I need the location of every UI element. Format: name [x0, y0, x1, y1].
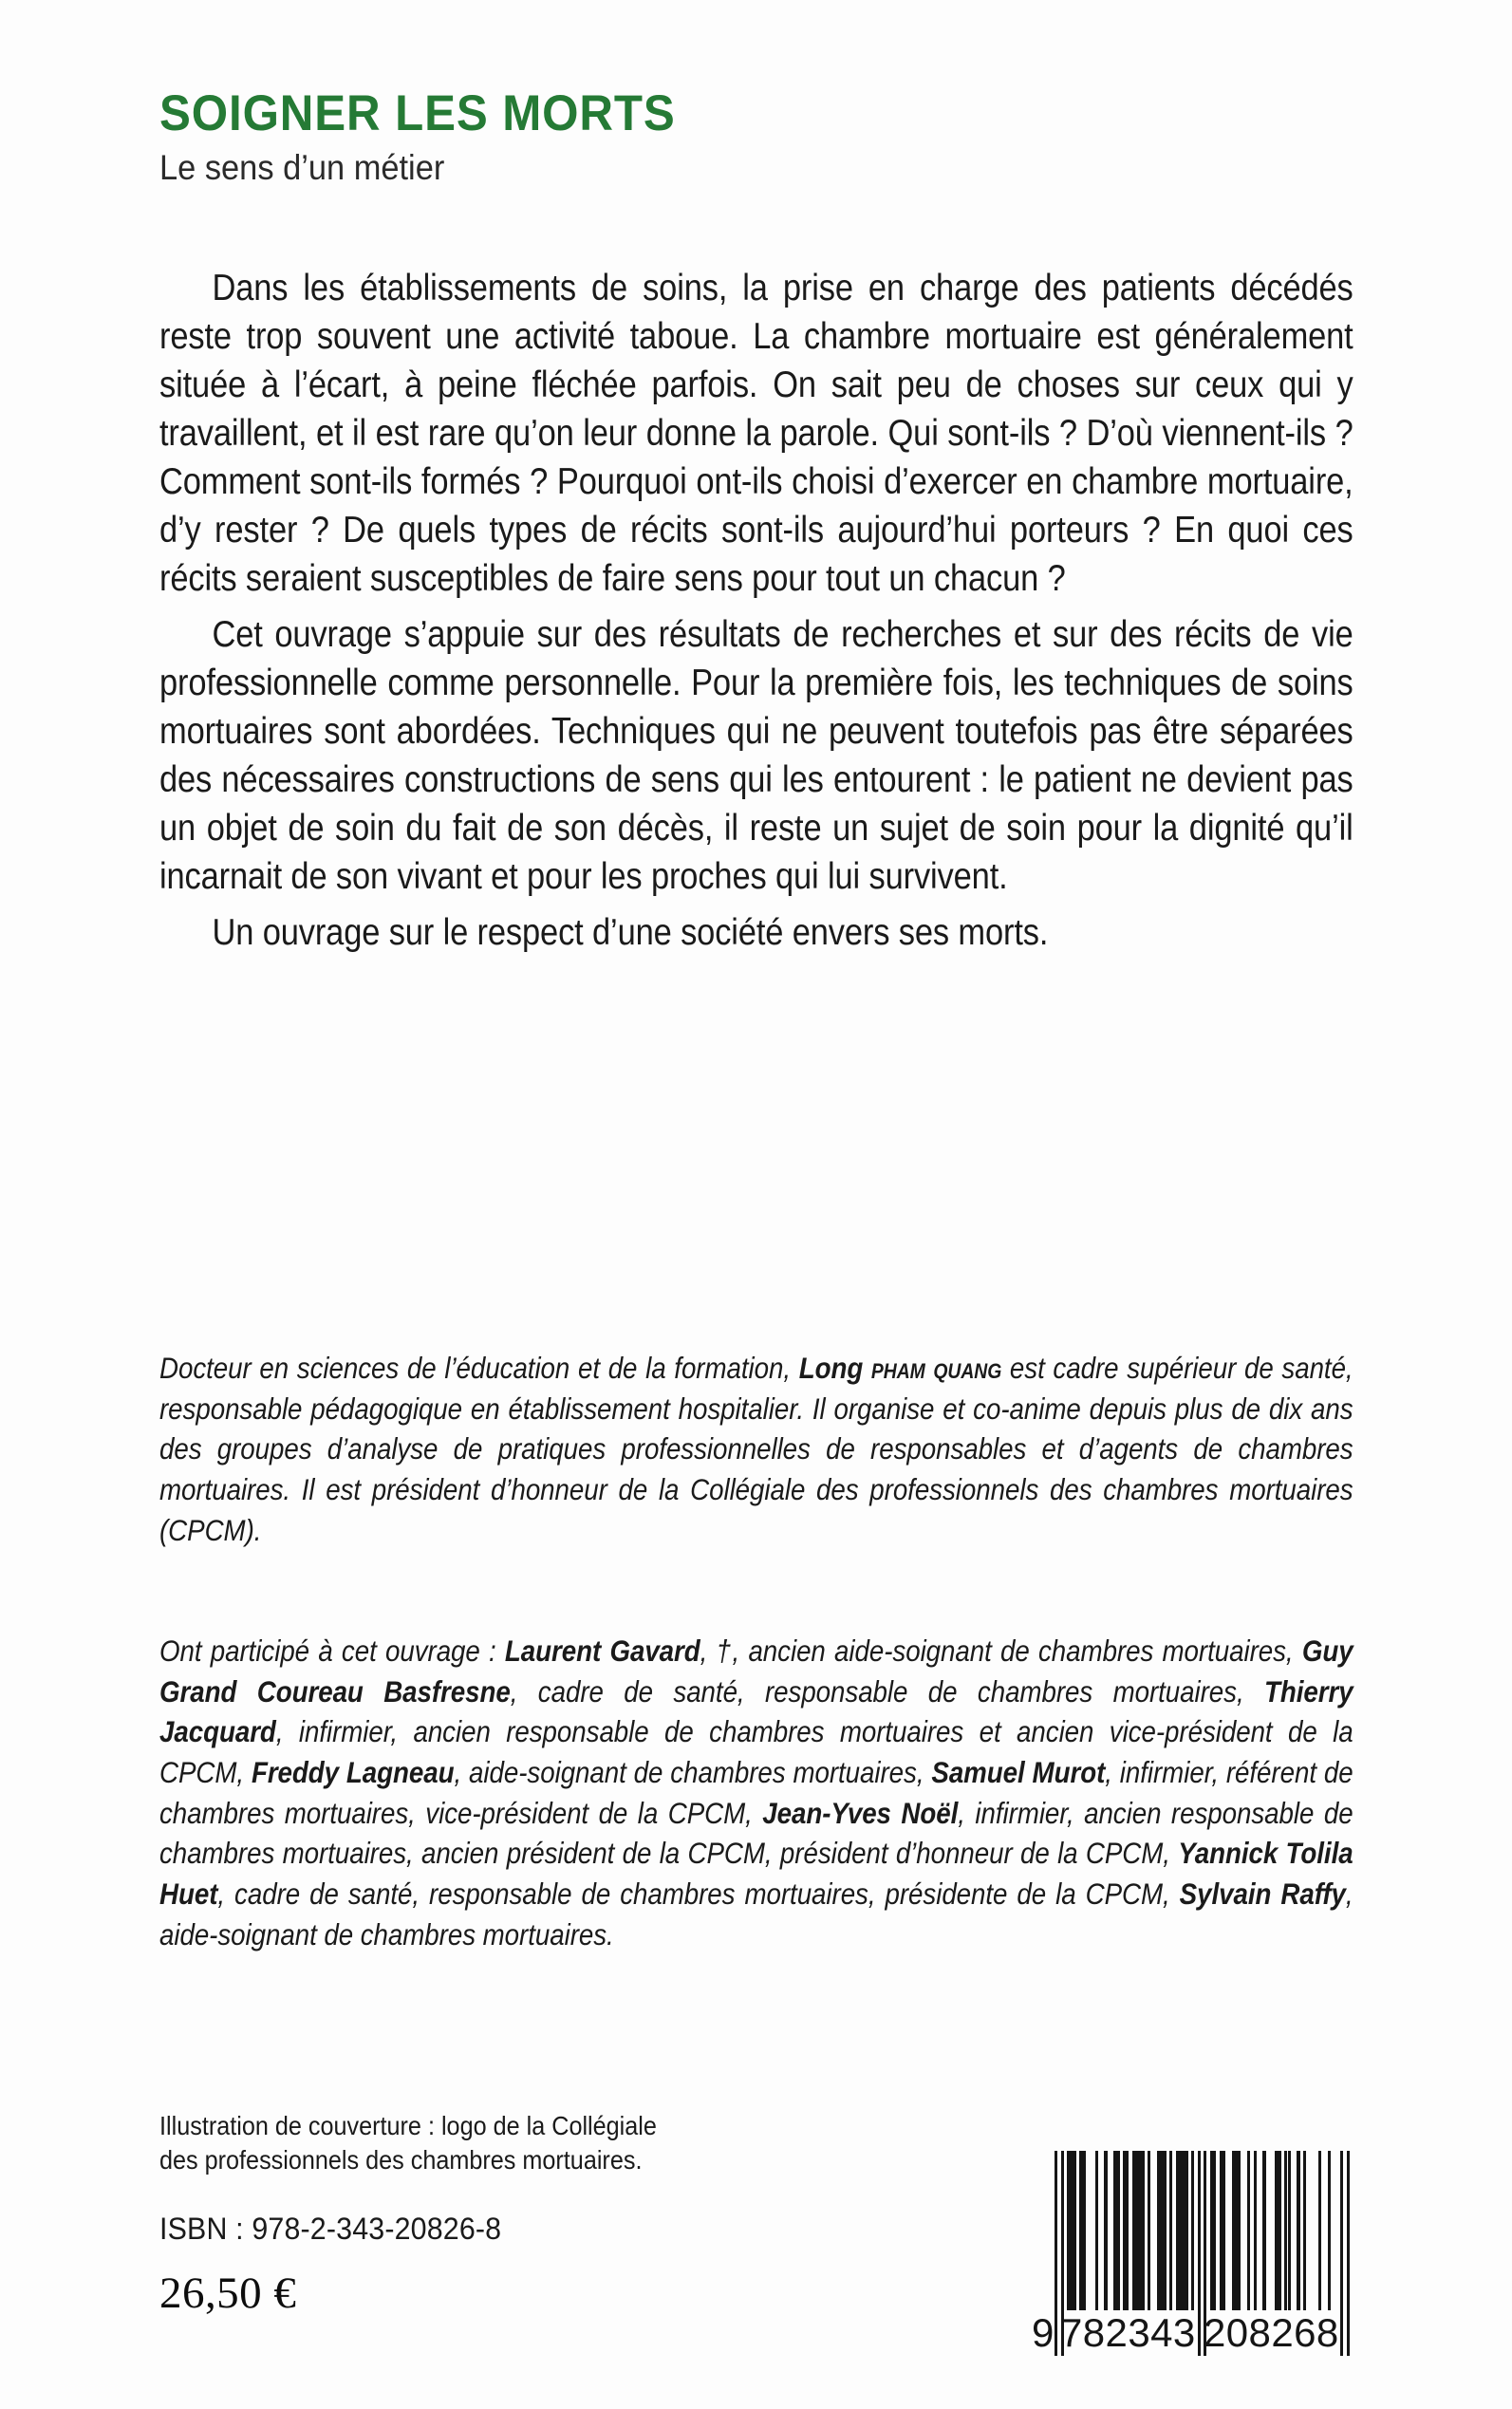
barcode-bar — [1262, 2151, 1265, 2310]
barcode-digit-group-mid: 782343 — [1060, 2310, 1196, 2355]
contributor-name: Freddy Lagneau — [251, 1755, 455, 1790]
contributors-lead-in: Ont participé à cet ouvrage : — [159, 1634, 505, 1668]
contributor-role: , cadre de santé, responsable de chambres mortuaires, présidente de la CPCM, — [217, 1877, 1180, 1912]
blurb-paragraph-2: Cet ouvrage s’appuie sur des résultats de recherches et sur des récits de vie professionnelle comme personnelle. Pour la première fois, les techniques de soins mortuaires sont abordées. Techniques qui ne peuvent toutefois pas être séparées des nécessaires constructions de sens qui les entourent : le patient ne devient pas un objet de soin du fait de son décès, il reste un sujet de soin pour la dignité qu’il incarnait de son vivant et pour les proches qui lui survivent. — [159, 614, 1353, 897]
blurb-paragraph-1: Dans les établissements de soins, la prise en charge des patients décédés reste trop souvent une activité taboue. La chambre mortuaire est généralement située à l’écart, à peine fléchée parfois. On sait peu de choses sur ceux qui y travaillent, et il est rare qu’on leur donne la parole. Qui sont-ils ? D’où viennent-ils ? Comment sont-ils formés ? Pourquoi ont-ils choisi d’exercer en chambre mortuaire, d’y rester ? De quels types de récits sont-ils aujourd’hui porteurs ? En quoi ces récits seraient susceptibles de faire sens pour tout un chacun ? — [159, 268, 1353, 599]
barcode — [1030, 2151, 1357, 2371]
barcode-bar — [1191, 2151, 1194, 2310]
contributor-name: Yannick Tolila Huet — [159, 1836, 1353, 1912]
barcode-bar — [1104, 2151, 1107, 2310]
barcode-bar — [1288, 2151, 1291, 2310]
author-bio-section — [159, 1348, 1353, 1550]
publication-info — [159, 2212, 519, 2319]
contributor-name: Laurent Gavard — [504, 1634, 700, 1668]
barcode-bar — [1328, 2151, 1331, 2310]
contributor-role: , †, ancien aide-soignant de chambres mortuaires, — [700, 1634, 1302, 1668]
barcode-bar — [1148, 2151, 1150, 2310]
price-text: 26,50 € — [159, 2269, 297, 2318]
barcode-bar — [1297, 2151, 1299, 2310]
page-subtitle: Le sens d’un métier — [159, 148, 445, 188]
barcode-bar — [1254, 2151, 1257, 2310]
barcode-bar — [1164, 2151, 1167, 2310]
barcode-bar — [1082, 2151, 1085, 2310]
barcode-bar — [1185, 2151, 1187, 2310]
barcode-digit-group-right: 208268 — [1204, 2310, 1339, 2355]
contributor-role: , aide-soignant de chambres mortuaires. — [159, 1877, 1353, 1951]
author-first-name: Long — [798, 1351, 871, 1385]
barcode-bar — [1169, 2151, 1172, 2310]
barcode-bar — [1279, 2151, 1281, 2310]
barcode-bar — [1318, 2151, 1321, 2310]
contributor-name: Guy Grand Coureau Basfresne — [159, 1634, 1353, 1709]
contributor-role: , infirmier, référent de chambres mortuaires, vice-président de la CPCM, — [159, 1755, 1353, 1830]
contributor-role: , infirmier, ancien responsable de chambres mortuaires et ancien vice-président de la CPCM, — [159, 1714, 1353, 1790]
cover-credit-line-1: Illustration de couverture : logo de la Collégiale — [159, 2111, 657, 2140]
page-title: SOIGNER LES MORTS — [159, 85, 676, 141]
contributor-name: Samuel Murot — [931, 1755, 1106, 1790]
barcode-bar — [1213, 2151, 1216, 2310]
author-bio-text — [159, 1348, 1353, 1550]
author-last-name: pham quang — [870, 1351, 1002, 1385]
barcode-bar — [1247, 2151, 1250, 2310]
cover-credit-section — [159, 2109, 976, 2177]
barcode-bar — [1126, 2151, 1129, 2310]
barcode-digit-group-left: 9 — [1032, 2310, 1055, 2355]
contributor-role: , infirmier, ancien responsable de chambres mortuaires, ancien président de la CPCM, président d’honneur de la CPCM, — [159, 1795, 1353, 1871]
isbn-text: ISBN : 978-2-343-20826-8 — [159, 2212, 502, 2246]
barcode-bar — [1142, 2151, 1145, 2310]
barcode-bar — [1303, 2151, 1306, 2310]
barcode-bar — [1095, 2151, 1098, 2310]
barcode-digits — [1030, 2310, 1357, 2356]
contributor-role: , aide-soignant de chambres mortuaires, — [454, 1755, 932, 1790]
bio-intro: Docteur en sciences de l’éducation et de la formation, — [159, 1351, 799, 1385]
contributors-text — [159, 1631, 1353, 1954]
blurb-paragraph-3: Un ouvrage sur le respect d’une société envers ses morts. — [212, 912, 1049, 953]
title-block — [159, 87, 1355, 188]
cover-credit-line-2: des professionnels des chambres mortuaires. — [159, 2145, 643, 2176]
barcode-bar — [1116, 2151, 1119, 2310]
contributors-section — [159, 1631, 1353, 1954]
contributor-name: Jean-Yves Noël — [762, 1795, 959, 1830]
barcode-bar — [1223, 2151, 1225, 2310]
contributor-name: Thierry Jacquard — [159, 1673, 1353, 1749]
barcode-bar — [1073, 2151, 1076, 2310]
contributor-role: , cadre de santé, responsable de chambres mortuaires, — [510, 1673, 1265, 1709]
barcode-bar — [1238, 2151, 1241, 2310]
blurb-section — [159, 264, 1353, 964]
bio-rest: est cadre supérieur de santé, responsable pédagogique en établissement hospitalier. Il organise et co-anime depuis plus de dix ans des groupes d’analyse de pratiques professionnelles de responsables et d’agents de chambres mortuaires. Il est président d’honneur de la Collégiale des professionnels des chambres mortuaires (CPCM). — [159, 1351, 1353, 1547]
contributor-name: Sylvain Raffy — [1179, 1877, 1346, 1912]
